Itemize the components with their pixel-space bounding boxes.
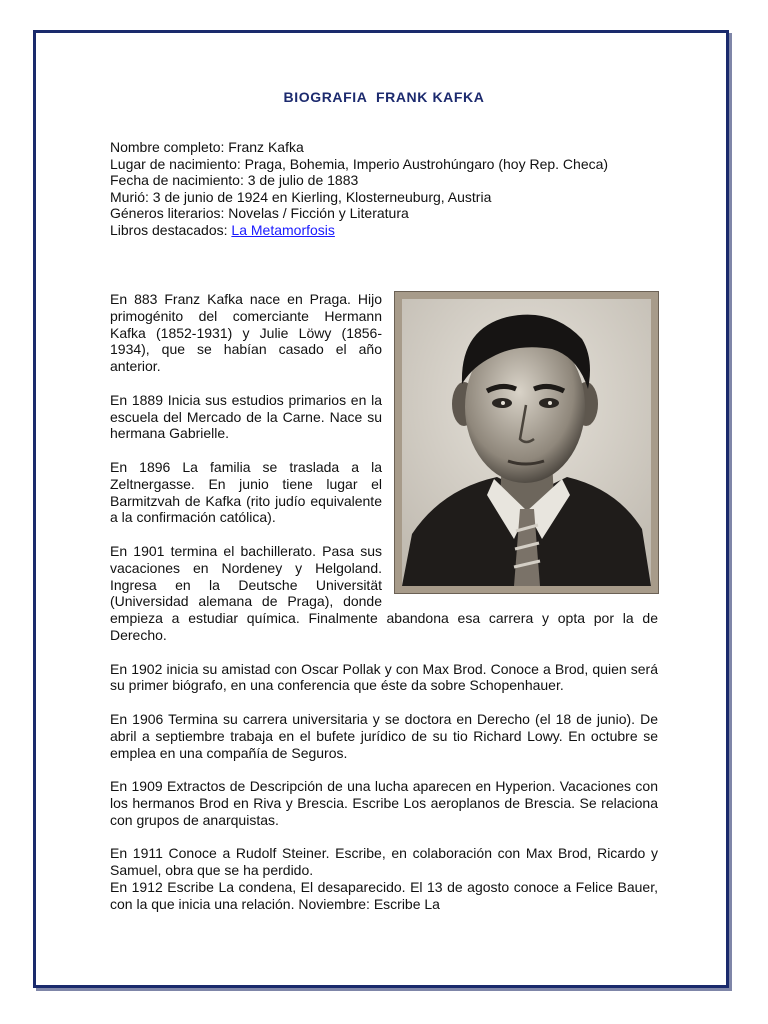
fact-full-name: Nombre completo: Franz Kafka: [110, 139, 304, 155]
fact-birthplace: Lugar de nacimiento: Praga, Bohemia, Imperio Austrohúngaro (hoy Rep. Checa): [110, 155, 609, 172]
fact-books: [110, 222, 658, 239]
paragraph-1889: En 1889 Inicia sus estudios primarios en la escuela del Mercado de la Carne. Nace su hermana Gabrielle.: [110, 391, 382, 442]
paragraph-1901: En 1901 termina el bachillerato. Pasa sus vacaciones en Nordeney y Helgoland. Ingresa en la Deutsche Universität (Universidad alemana de Praga), donde empieza a estudiar química. Finalmente abandona esa carrera y opta por la de Derecho.: [110, 542, 658, 643]
facts-block: [110, 139, 658, 238]
books-link[interactable]: La Metamorfosis: [231, 221, 335, 238]
paragraph-1906: En 1906 Termina su carrera universitaria y se doctora en Derecho (el 18 de junio). De abril a septiembre trabaja en el bufete jurídico de su tio Richard Lowy. En octubre se emplea en una compañía de Seguros.: [110, 710, 658, 761]
paragraph-1909: En 1909 Extractos de Descripción de una lucha aparecen en Hyperion. Vacaciones con los hermanos Brod en Riva y Brescia. Escribe Los aeroplanos de Brescia. Se relaciona con grupos de anarquistas.: [110, 778, 658, 828]
paragraph-1896: En 1896 La familia se traslada a la Zeltnergasse. En junio tiene lugar el Barmitzvah de Kafka (rito judío equivalente a la confirmación católica).: [110, 458, 382, 526]
paragraph-1911: En 1911 Conoce a Rudolf Steiner. Escribe, en colaboración con Max Brod, Ricardo y Samuel, obra que se ha perdido.: [110, 845, 658, 879]
biography-body: [110, 291, 658, 929]
fact-genres: Géneros literarios: Novelas / Ficción y Literatura: [110, 205, 409, 221]
page-title: BIOGRAFIA FRANK KAFKA: [283, 89, 485, 105]
portrait-spacer: [382, 291, 658, 597]
paragraph-1912: En 1912 Escribe La condena, El desaparecido. El 13 de agosto conoce a Felice Bauer, con la que inicia una relación. Noviembre: Escribe La: [110, 878, 658, 912]
paragraph-1883: En 883 Franz Kafka nace en Praga. Hijo primogénito del comerciante Hermann Kafka (1852-1931) y Julie Löwy (1856-1934), que se habían casado el año anterior.: [110, 291, 382, 375]
fact-death: Murió: 3 de junio de 1924 en Kierling, Klosterneuburg, Austria: [110, 188, 492, 205]
books-label: Libros destacados:: [110, 221, 232, 238]
fact-birth-date: Fecha de nacimiento: 3 de julio de 1883: [110, 172, 359, 188]
paragraph-1902: En 1902 inicia su amistad con Oscar Pollak y con Max Brod. Conoce a Brod, quien será su primer biógrafo, en una conferencia que éste da sobre Schopenhauer.: [110, 660, 658, 694]
